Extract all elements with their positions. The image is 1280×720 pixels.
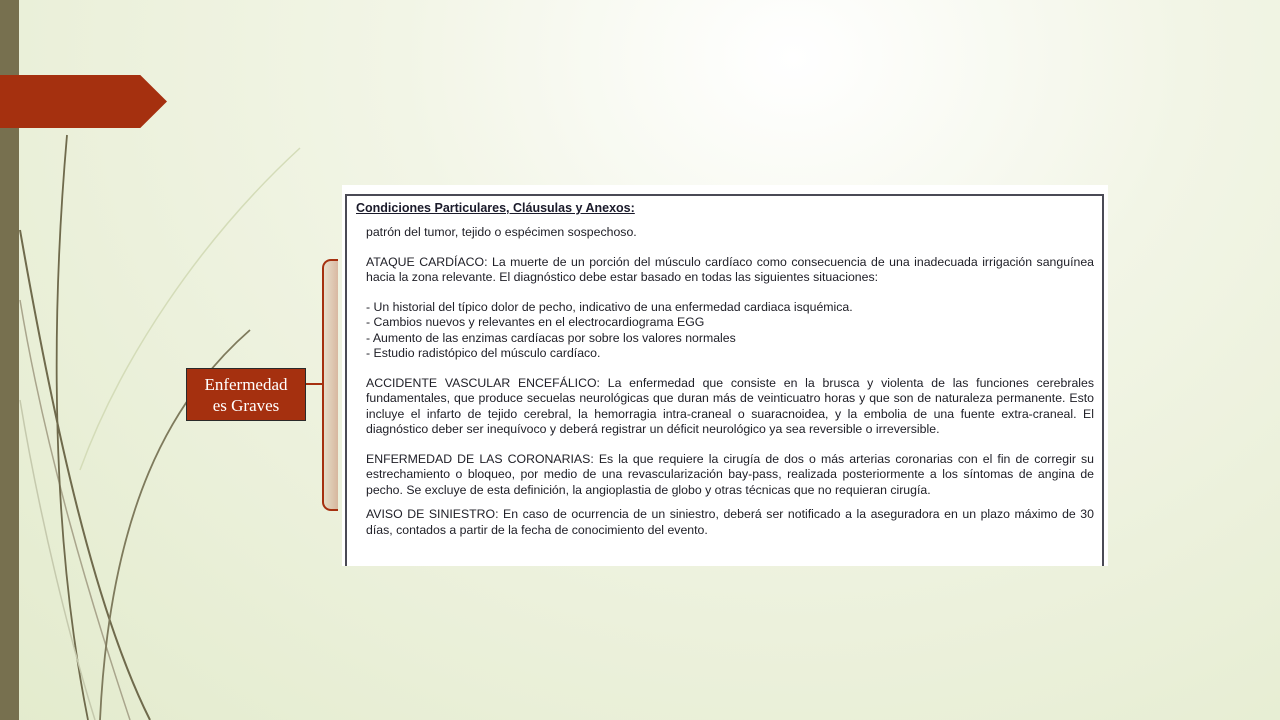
document-heading: Condiciones Particulares, Cláusulas y Anexos: (356, 201, 635, 215)
document-body (366, 225, 1094, 538)
label-line-2: es Graves (212, 396, 280, 415)
swoosh-line (80, 148, 300, 470)
accidente-vascular-paragraph: ACCIDENTE VASCULAR ENCEFÁLICO: La enfermedad que consiste en la brusca y violenta de las funciones cerebrales fundamentales, que produce secuelas neurológicas que duran más de veinticuatro horas y que son de naturaleza permanente. Esto incluye el infarto de tejido cerebral, la hemorragia intra-craneal o suaracnoidea, y la embolia de una fuente extra-craneal. El diagnóstico deber ser inequívoco y deberá registrar un déficit neurológico ya sea reversible o irreversible. (366, 375, 1094, 436)
swoosh-line (57, 135, 88, 720)
swoosh-line (20, 230, 150, 720)
ataque-item-3: - Aumento de las enzimas cardíacas por sobre los valores normales (366, 330, 736, 345)
ataque-item-4: - Estudio radistópico del músculo cardíaco. (366, 346, 601, 360)
label-line-1: Enfermedad (204, 375, 288, 394)
ataque-item-1: - Un historial del típico dolor de pecho, indicativo de una enfermedad cardiaca isquémica. (366, 299, 853, 314)
enfermedades-graves-label (186, 368, 306, 421)
ataque-item-2: - Cambios nuevos y relevantes en el electrocardiograma EGG (366, 315, 705, 329)
aviso-siniestro-paragraph: AVISO DE SINIESTRO: En caso de ocurrencia de un siniestro, deberá ser notificado a la aseguradora en un plazo máximo de 30 días, contados a partir de la fecha de conocimiento del evento. (366, 507, 1094, 537)
ataque-cardiaco-paragraph: ATAQUE CARDÍACO: La muerte de un porción del músculo cardíaco como consecuencia de una inadecuada irrigación sanguínea hacia la zona relevante. El diagnóstico debe estar basado en todas las siguientes situaciones: (366, 254, 1094, 284)
enfermedad-coronarias-paragraph: ENFERMEDAD DE LAS CORONARIAS: Es la que requiere la cirugía de dos o más arterias coronarias con el fin de corregir su estrechamiento o bloqueo, por medio de una revascularización bay-pass, realizada posteriormente a los síntomas de angina de pecho. Se excluye de esta definición, la angioplastia de globo y otras técnicas que no requieran cirugía. (366, 451, 1094, 497)
document-scan (342, 185, 1108, 566)
left-bracket (322, 259, 338, 511)
intro-paragraph: patrón del tumor, tejido o espécimen sospechoso. (366, 225, 637, 239)
title-arrow-tab (0, 75, 167, 128)
swoosh-line (20, 300, 130, 720)
label-connector (306, 383, 323, 385)
